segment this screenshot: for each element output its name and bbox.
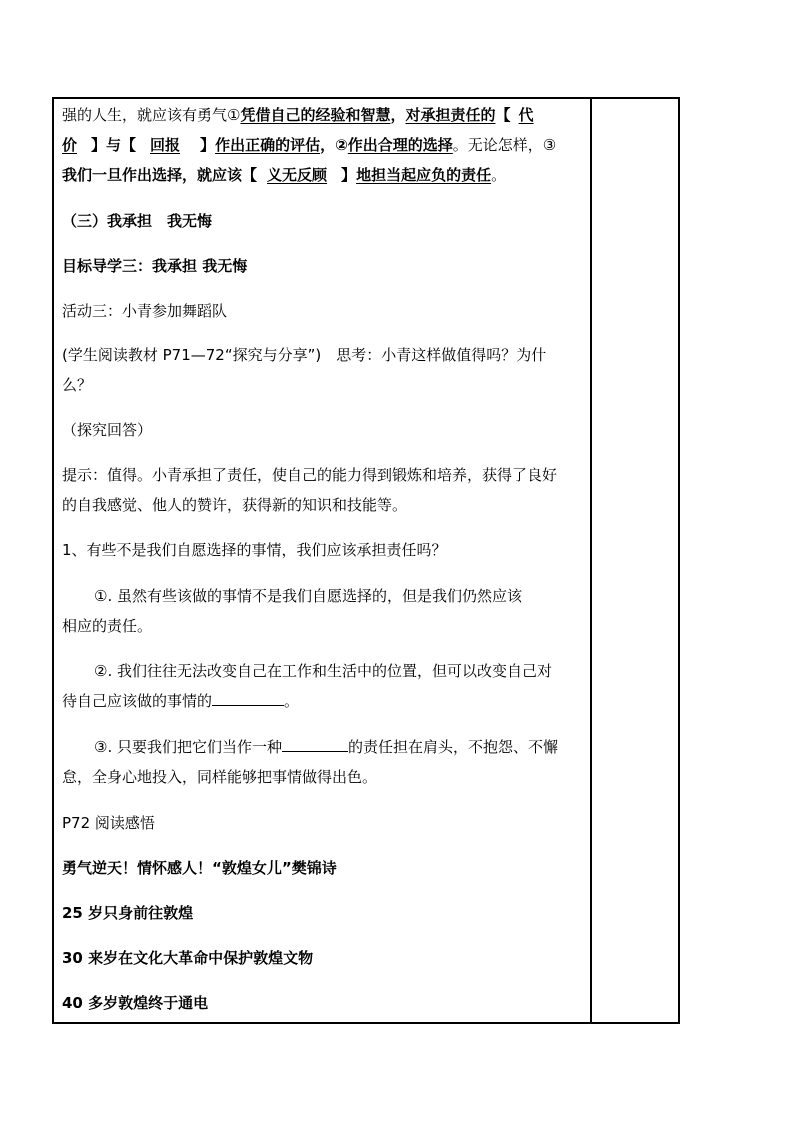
bracket: 【 [495,106,511,124]
column-divider [590,99,592,1022]
text-run: 。无论怎样，③ [452,136,557,154]
answer-2-line-1: ②. 我们往往无法改变自己在工作和生活中的位置，但可以改变自己对 [94,662,552,680]
reading-section-title: P72 阅读感悟 [62,814,155,832]
question-1: 1、有些不是我们自愿选择的事情，我们应该承担责任吗？ [62,541,447,559]
text-run: 。 [284,692,300,710]
hint-line-2: 的自我感觉、他人的赞许，获得新的知识和技能等。 [62,496,408,514]
answer-fill: 价 [62,136,78,154]
answer-fill: 代 [518,106,534,124]
text-run: ， [390,106,406,124]
fill-in-blank[interactable] [282,737,348,752]
answer-1-line-2: 相应的责任。 [62,617,153,635]
text-run: 。 [491,166,507,184]
key-point: 对承担责任的 [405,106,496,124]
reading-prompt-line-1: (学生阅读教材 P71—72“探究与分享”) 思考：小青这样做值得吗？为什 [62,346,547,364]
text-run: 待自己应该做的事情的 [62,692,213,710]
bracket: 】 [200,136,216,154]
answer-fill: 回报 [150,136,181,154]
explore-label: （探究回答） [62,421,153,439]
answer-2-line-2 [62,691,299,711]
bracket: 【 [242,166,258,184]
story-item-2: 30 来岁在文化大革命中保护敦煌文物 [62,949,314,967]
key-point: 地担当起应负的责任 [356,166,492,184]
text-run: ，② [320,136,348,154]
key-point: 作出正确的评估 [215,136,321,154]
bracket: 】与【 [91,136,137,154]
section-heading: （三）我承担 我无悔 [62,212,213,230]
key-point: 作出合理的选择 [347,136,453,154]
story-title: 勇气逆天！情怀感人！“敦煌女儿”樊锦诗 [62,859,337,877]
text-run: 强的人生，就应该有勇气① [62,106,241,124]
text-run: ③. 只要我们把它们当作一种 [94,738,282,756]
goal-heading: 目标导学三：我承担 我无悔 [62,257,248,275]
text-run: 我们一旦作出选择，就应该 [62,166,243,184]
answer-1-line-1: ①. 虽然有些该做的事情不是我们自愿选择的，但是我们仍然应该 [94,587,522,605]
activity-title: 活动三：小青参加舞蹈队 [62,302,228,320]
story-item-3: 40 多岁敦煌终于通电 [62,994,209,1012]
hint-line-1: 提示：值得。小青承担了责任，使自己的能力得到锻炼和培养，获得了良好 [62,466,558,484]
text-run: 的责任担在肩头，不抱怨、不懈 [348,738,559,756]
key-point: 凭借自己的经验和智慧 [240,106,391,124]
story-item-1: 25 岁只身前往敦煌 [62,904,194,922]
reading-prompt-line-2: 么？ [62,376,93,394]
bracket: 】 [341,166,357,184]
paragraph-line-1 [62,105,534,125]
paragraph-line-2 [62,135,556,155]
lesson-table [52,97,680,1024]
answer-3-line-1 [62,737,558,757]
paragraph-line-3 [62,165,506,185]
fill-in-blank[interactable] [212,691,284,706]
answer-fill: 义无反顾 [267,166,328,184]
answer-3-line-2: 怠，全身心地投入，同样能够把事情做得出色。 [62,768,378,786]
